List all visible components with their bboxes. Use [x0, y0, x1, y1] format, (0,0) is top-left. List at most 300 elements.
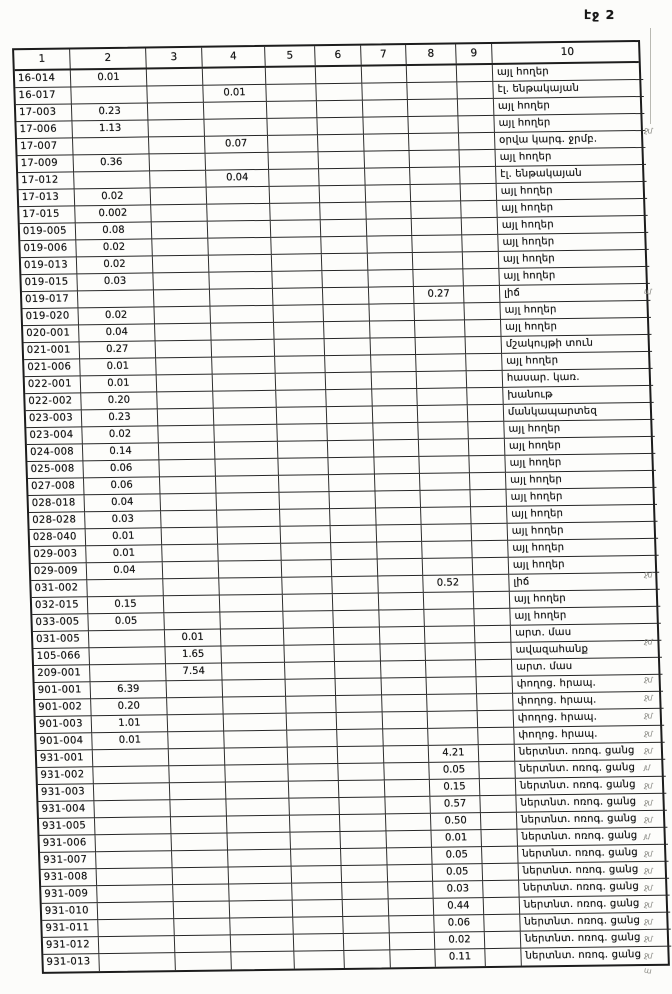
cell-area-value — [463, 252, 500, 269]
cell-area-value — [153, 256, 210, 274]
cell-parcel-code: 17-009 — [18, 155, 75, 173]
cell-area-value — [362, 66, 408, 84]
cell-area-value — [148, 120, 205, 138]
cell-area-value: 0.01 — [431, 830, 482, 848]
cell-parcel-code: 028-028 — [29, 512, 86, 530]
header-cell: 5 — [265, 46, 316, 66]
cell-area-value — [466, 354, 503, 371]
cell-area-value — [408, 99, 459, 117]
cell-area-value — [154, 290, 211, 308]
cell-area-value — [428, 711, 479, 729]
margin-mark: ջմ — [643, 950, 653, 961]
cell-area-value — [163, 562, 220, 580]
cell-area-value — [89, 630, 166, 648]
cell-area-value — [373, 406, 419, 424]
cell-parcel-code: 027-008 — [28, 478, 85, 496]
cell-area-value — [421, 507, 472, 525]
cell-area-value — [270, 186, 321, 204]
cell-area-value — [319, 169, 366, 187]
cell-area-value — [340, 814, 387, 832]
cell-parcel-code: 031-005 — [33, 631, 90, 649]
cell-area-value: 0.44 — [434, 898, 485, 916]
cell-parcel-code: 019-006 — [20, 240, 77, 258]
cell-area-value — [460, 150, 497, 167]
cell-land-use: ներտնտ. ոռոգ. ցանց — [521, 930, 672, 949]
cell-parcel-code: 931-002 — [37, 767, 94, 785]
cell-area-value: 0.04 — [206, 170, 270, 188]
cell-area-value — [268, 135, 319, 153]
cell-area-value — [173, 884, 230, 902]
cell-area-value — [211, 323, 275, 341]
cell-area-value — [215, 459, 279, 477]
cell-area-value — [212, 340, 276, 358]
cell-area-value — [469, 439, 506, 456]
cell-area-value — [422, 541, 473, 559]
cell-area-value — [367, 219, 413, 237]
cell-area-value — [336, 695, 383, 713]
cell-area-value — [368, 253, 414, 271]
cell-land-use: հասար. կառ. — [503, 369, 654, 388]
cell-land-use: արտ. մաս — [511, 624, 662, 643]
cell-land-use: այլ հողեր — [499, 267, 650, 286]
cell-area-value — [159, 460, 216, 478]
cell-area-value — [383, 712, 429, 730]
cell-area-value — [320, 203, 367, 221]
cell-area-value — [466, 337, 503, 354]
cell-area-value — [424, 592, 475, 610]
cell-area-value — [278, 441, 329, 459]
cell-parcel-code: 019-017 — [22, 291, 79, 309]
scan-edge-artifact — [650, 28, 651, 124]
cell-area-value — [371, 338, 417, 356]
header-cell: 3 — [146, 48, 203, 68]
cell-area-value: 0.06 — [83, 460, 160, 478]
cell-area-value — [221, 646, 285, 664]
cell-area-value — [333, 593, 380, 611]
cell-land-use: ներտնտ. ոռոգ. ցանց — [520, 896, 671, 915]
cell-land-use: ներտնտ. ոռոգ. ցանց — [515, 760, 666, 779]
cell-area-value — [150, 171, 207, 189]
cell-area-value: 0.02 — [77, 256, 154, 274]
cell-area-value — [289, 798, 340, 816]
cell-area-value — [231, 935, 295, 953]
cell-parcel-code: 931-003 — [38, 784, 95, 802]
cell-area-value — [330, 508, 377, 526]
cell-area-value — [369, 287, 415, 305]
cell-area-value — [375, 474, 421, 492]
cell-area-value — [477, 694, 514, 711]
cell-area-value — [209, 272, 273, 290]
cell-area-value — [229, 884, 293, 902]
cell-area-value: 0.23 — [82, 409, 159, 427]
cell-area-value — [463, 269, 500, 286]
margin-mark: ջմ — [643, 710, 653, 721]
cell-area-value — [333, 610, 380, 628]
cell-area-value — [167, 698, 224, 716]
cell-area-value: 0.05 — [433, 864, 484, 882]
cell-area-value — [93, 766, 170, 784]
cell-area-value — [154, 307, 211, 325]
cell-area-value — [383, 729, 429, 747]
cell-land-use: այլ հողեր — [498, 216, 649, 235]
cell-area-value — [379, 593, 425, 611]
cell-area-value — [175, 935, 232, 953]
cell-area-value: 6.39 — [91, 681, 168, 699]
margin-mark: ջմ — [643, 899, 653, 910]
cell-parcel-code: 029-003 — [30, 546, 87, 564]
margin-mark: ջմ — [643, 569, 653, 580]
cell-area-value — [459, 133, 496, 150]
cell-area-value — [271, 237, 322, 255]
cell-area-value — [164, 596, 221, 614]
cell-area-value — [407, 82, 458, 100]
cell-area-value — [227, 816, 291, 834]
cell-land-use: ներտնտ. ոռոգ. ցանց — [517, 811, 668, 830]
cell-area-value — [422, 524, 473, 542]
cell-area-value — [204, 102, 268, 120]
cell-parcel-code: 901-002 — [35, 699, 92, 717]
cell-area-value — [210, 289, 274, 307]
cell-area-value — [329, 475, 376, 493]
cell-area-value — [168, 732, 225, 750]
margin-mark: յմ — [643, 831, 651, 842]
cell-area-value — [231, 952, 295, 970]
cell-area-value — [423, 558, 474, 576]
cell-area-value — [287, 713, 338, 731]
cell-area-value — [229, 867, 293, 885]
cell-area-value — [285, 662, 336, 680]
cell-area-value — [363, 100, 409, 118]
cell-land-use: այլ հողեր — [497, 182, 648, 201]
cell-area-value: 0.20 — [81, 392, 158, 410]
cell-area-value — [148, 103, 205, 121]
cell-area-value — [418, 405, 469, 423]
cell-land-use: ավազահանք — [511, 641, 662, 660]
cell-parcel-code: 931-013 — [43, 954, 100, 972]
cell-parcel-code: 17-015 — [19, 206, 76, 224]
cell-area-value — [288, 747, 339, 765]
cell-area-value — [204, 119, 268, 137]
cell-area-value — [462, 218, 499, 235]
header-cell: 8 — [406, 44, 457, 64]
cell-area-value — [292, 883, 343, 901]
cell-area-value — [283, 594, 334, 612]
cell-parcel-code: 028-040 — [30, 529, 87, 547]
cell-land-use: փողոց. հրապ. — [513, 675, 664, 694]
cell-area-value — [277, 424, 328, 442]
cell-area-value — [175, 952, 232, 970]
cell-land-use: ներտնտ. ոռոգ. ցանց — [515, 743, 666, 762]
cell-area-value — [374, 440, 420, 458]
cell-area-value: 0.03 — [85, 511, 162, 529]
cell-area-value — [483, 864, 520, 881]
cell-area-value — [468, 405, 505, 422]
cell-area-value — [464, 286, 501, 303]
cell-area-value — [407, 65, 458, 83]
cell-area-value — [158, 409, 215, 427]
cell-area-value — [483, 881, 520, 898]
cell-land-use: փողոց. հրապ. — [513, 692, 664, 711]
header-cell: 1 — [14, 49, 71, 69]
cell-area-value — [282, 560, 333, 578]
cell-area-value — [410, 167, 461, 185]
cell-area-value — [282, 577, 333, 595]
margin-mark: ջմ — [643, 125, 653, 136]
cell-area-value — [147, 86, 204, 104]
cell-area-value — [293, 900, 344, 918]
cell-area-value — [273, 305, 324, 323]
cell-area-value — [339, 797, 386, 815]
cell-area-value — [425, 643, 476, 661]
cell-area-value — [209, 255, 273, 273]
cell-area-value — [317, 101, 364, 119]
cell-area-value — [319, 152, 366, 170]
cell-area-value — [417, 388, 468, 406]
cell-area-value — [170, 782, 227, 800]
cell-parcel-code: 931-004 — [38, 801, 95, 819]
cell-area-value — [420, 490, 471, 508]
cell-area-value — [217, 510, 281, 528]
cell-area-value — [425, 626, 476, 644]
cell-area-value — [380, 644, 426, 662]
cell-parcel-code: 029-009 — [31, 563, 88, 581]
cell-area-value: 0.27 — [80, 341, 157, 359]
cell-area-value — [94, 800, 171, 818]
cell-area-value: 0.04 — [85, 494, 162, 512]
cell-area-value: 0.08 — [76, 222, 153, 240]
cell-area-value — [169, 765, 226, 783]
cell-area-value — [341, 848, 388, 866]
cell-area-value — [370, 321, 416, 339]
cell-area-value — [343, 916, 390, 934]
cell-area-value — [275, 339, 326, 357]
cell-area-value — [160, 477, 217, 495]
cell-land-use: այլ հողեր — [504, 420, 655, 439]
cell-land-use: այլ հողեր — [508, 539, 659, 558]
cell-land-use: այլ հողեր — [510, 590, 661, 609]
cell-area-value — [213, 391, 277, 409]
cell-area-value — [332, 559, 379, 577]
cell-area-value — [292, 866, 343, 884]
cell-area-value: 0.23 — [72, 103, 149, 121]
margin-mark: ա — [643, 965, 652, 976]
cell-area-value — [377, 525, 423, 543]
cell-parcel-code: 16-017 — [15, 87, 72, 105]
cell-area-value — [158, 426, 215, 444]
cell-area-value — [267, 101, 318, 119]
cell-area-value — [378, 559, 424, 577]
cell-area-value — [418, 422, 469, 440]
cell-area-value — [326, 373, 373, 391]
cell-area-value — [96, 851, 173, 869]
cell-area-value — [325, 356, 372, 374]
cell-area-value — [94, 783, 171, 801]
cell-area-value — [389, 899, 435, 917]
cell-land-use: մանկապարտեզ — [504, 403, 655, 422]
cell-area-value: 0.05 — [429, 762, 480, 780]
cell-area-value — [327, 424, 374, 442]
cell-parcel-code: 024-008 — [27, 444, 84, 462]
cell-area-value — [203, 68, 267, 86]
cell-area-value — [95, 834, 172, 852]
cell-area-value — [323, 305, 370, 323]
cell-area-value — [331, 525, 378, 543]
cell-area-value — [276, 373, 327, 391]
cell-area-value: 0.06 — [434, 915, 485, 933]
cell-area-value — [98, 902, 175, 920]
cell-area-value — [89, 647, 166, 665]
cell-area-value — [230, 901, 294, 919]
cell-area-value — [174, 901, 231, 919]
cell-area-value — [480, 796, 517, 813]
cell-area-value — [374, 457, 420, 475]
cell-area-value — [275, 356, 326, 374]
cell-area-value — [413, 269, 464, 287]
cell-area-value — [390, 950, 436, 968]
cell-area-value — [457, 82, 494, 99]
cell-area-value — [469, 456, 506, 473]
cell-area-value — [475, 626, 512, 643]
cell-area-value — [416, 337, 467, 355]
cell-land-use: այլ հողեր — [505, 437, 656, 456]
cell-area-value — [321, 237, 368, 255]
cell-land-use: այլ հողեր — [507, 505, 658, 524]
cell-area-value — [461, 184, 498, 201]
cell-area-value — [458, 99, 495, 116]
cell-land-use: այլ հողեր — [501, 318, 652, 337]
cell-area-value — [368, 270, 414, 288]
cell-area-value: 0.02 — [78, 307, 155, 325]
cell-area-value — [320, 186, 367, 204]
cell-area-value — [273, 288, 324, 306]
cell-area-value — [477, 677, 514, 694]
cell-area-value — [272, 254, 323, 272]
cell-area-value — [384, 763, 430, 781]
cell-area-value — [467, 388, 504, 405]
cell-area-value — [461, 201, 498, 218]
cell-area-value — [227, 833, 291, 851]
cell-area-value — [411, 184, 462, 202]
cell-area-value: 0.52 — [423, 575, 474, 593]
cell-area-value — [277, 407, 328, 425]
cell-area-value — [382, 678, 428, 696]
cell-parcel-code: 020-001 — [23, 325, 80, 343]
cell-area-value — [157, 375, 214, 393]
cell-area-value — [478, 728, 515, 745]
cell-area-value — [170, 799, 227, 817]
cell-area-value — [217, 493, 281, 511]
cell-land-use: ներտնտ. ոռոգ. ցանց — [517, 828, 668, 847]
cell-area-value — [365, 151, 411, 169]
cell-area-value — [475, 643, 512, 660]
cell-area-value — [210, 306, 274, 324]
cell-parcel-code: 931-005 — [39, 818, 96, 836]
cell-area-value — [212, 357, 276, 375]
cell-land-use: այլ հողեր — [494, 97, 645, 116]
cell-area-value — [216, 476, 280, 494]
cell-area-value — [366, 202, 412, 220]
cell-area-value — [97, 868, 174, 886]
cell-area-value — [215, 442, 279, 460]
cell-area-value — [413, 252, 464, 270]
cell-area-value — [99, 953, 176, 971]
cell-area-value — [410, 150, 461, 168]
cell-parcel-code: 032-015 — [32, 597, 89, 615]
cell-area-value — [343, 899, 390, 917]
cell-parcel-code: 17-007 — [17, 138, 74, 156]
header-cell: 6 — [315, 46, 362, 66]
cell-parcel-code: 17-006 — [16, 121, 73, 139]
cell-area-value — [161, 511, 218, 529]
cell-area-value — [457, 65, 494, 82]
cell-area-value — [371, 355, 417, 373]
cell-area-value: 0.01 — [165, 630, 222, 648]
cell-parcel-code: 931-010 — [42, 903, 99, 921]
cell-area-value — [151, 205, 208, 223]
cell-area-value — [335, 661, 382, 679]
cell-area-value: 1.13 — [72, 120, 149, 138]
page-number-label: էջ 2 — [584, 7, 616, 22]
cell-area-value — [427, 677, 478, 695]
cell-area-value — [471, 507, 508, 524]
cell-area-value — [372, 372, 418, 390]
cell-area-value — [153, 273, 210, 291]
cell-area-value — [364, 134, 410, 152]
cell-area-value — [78, 290, 155, 308]
cell-area-value — [485, 932, 522, 949]
cell-area-value — [481, 830, 518, 847]
cell-area-value — [223, 697, 287, 715]
cell-area-value — [157, 392, 214, 410]
margin-mark: ջմ — [643, 745, 653, 756]
cell-area-value: 0.04 — [79, 324, 156, 342]
cell-area-value — [90, 664, 167, 682]
cell-area-value — [152, 239, 209, 257]
cell-area-value — [424, 609, 475, 627]
cell-area-value: 0.01 — [86, 545, 163, 563]
cell-area-value — [93, 749, 170, 767]
cell-area-value — [281, 543, 332, 561]
cell-area-value — [322, 271, 369, 289]
cell-area-value — [372, 389, 418, 407]
cell-area-value — [385, 797, 431, 815]
cell-area-value — [74, 171, 151, 189]
cell-parcel-code: 019-013 — [21, 257, 78, 275]
cell-area-value — [290, 815, 341, 833]
cell-parcel-code: 931-008 — [41, 869, 98, 887]
cell-parcel-code: 931-012 — [43, 937, 100, 955]
cell-parcel-code: 021-006 — [24, 359, 81, 377]
cell-area-value — [269, 152, 320, 170]
margin-mark: ջմ — [643, 814, 653, 825]
cell-area-value — [163, 579, 220, 597]
cell-area-value — [171, 833, 228, 851]
cell-area-value — [340, 831, 387, 849]
cell-area-value — [365, 168, 411, 186]
cell-area-value — [274, 322, 325, 340]
cell-area-value — [334, 627, 381, 645]
cell-area-value — [474, 592, 511, 609]
cell-area-value — [385, 780, 431, 798]
cell-parcel-code: 019-020 — [22, 308, 79, 326]
cell-area-value — [97, 885, 174, 903]
cell-area-value — [156, 358, 213, 376]
cell-area-value — [172, 850, 229, 868]
cell-area-value — [328, 458, 375, 476]
cell-area-value — [478, 711, 515, 728]
cell-area-value — [468, 422, 505, 439]
cell-parcel-code: 17-012 — [18, 172, 75, 190]
